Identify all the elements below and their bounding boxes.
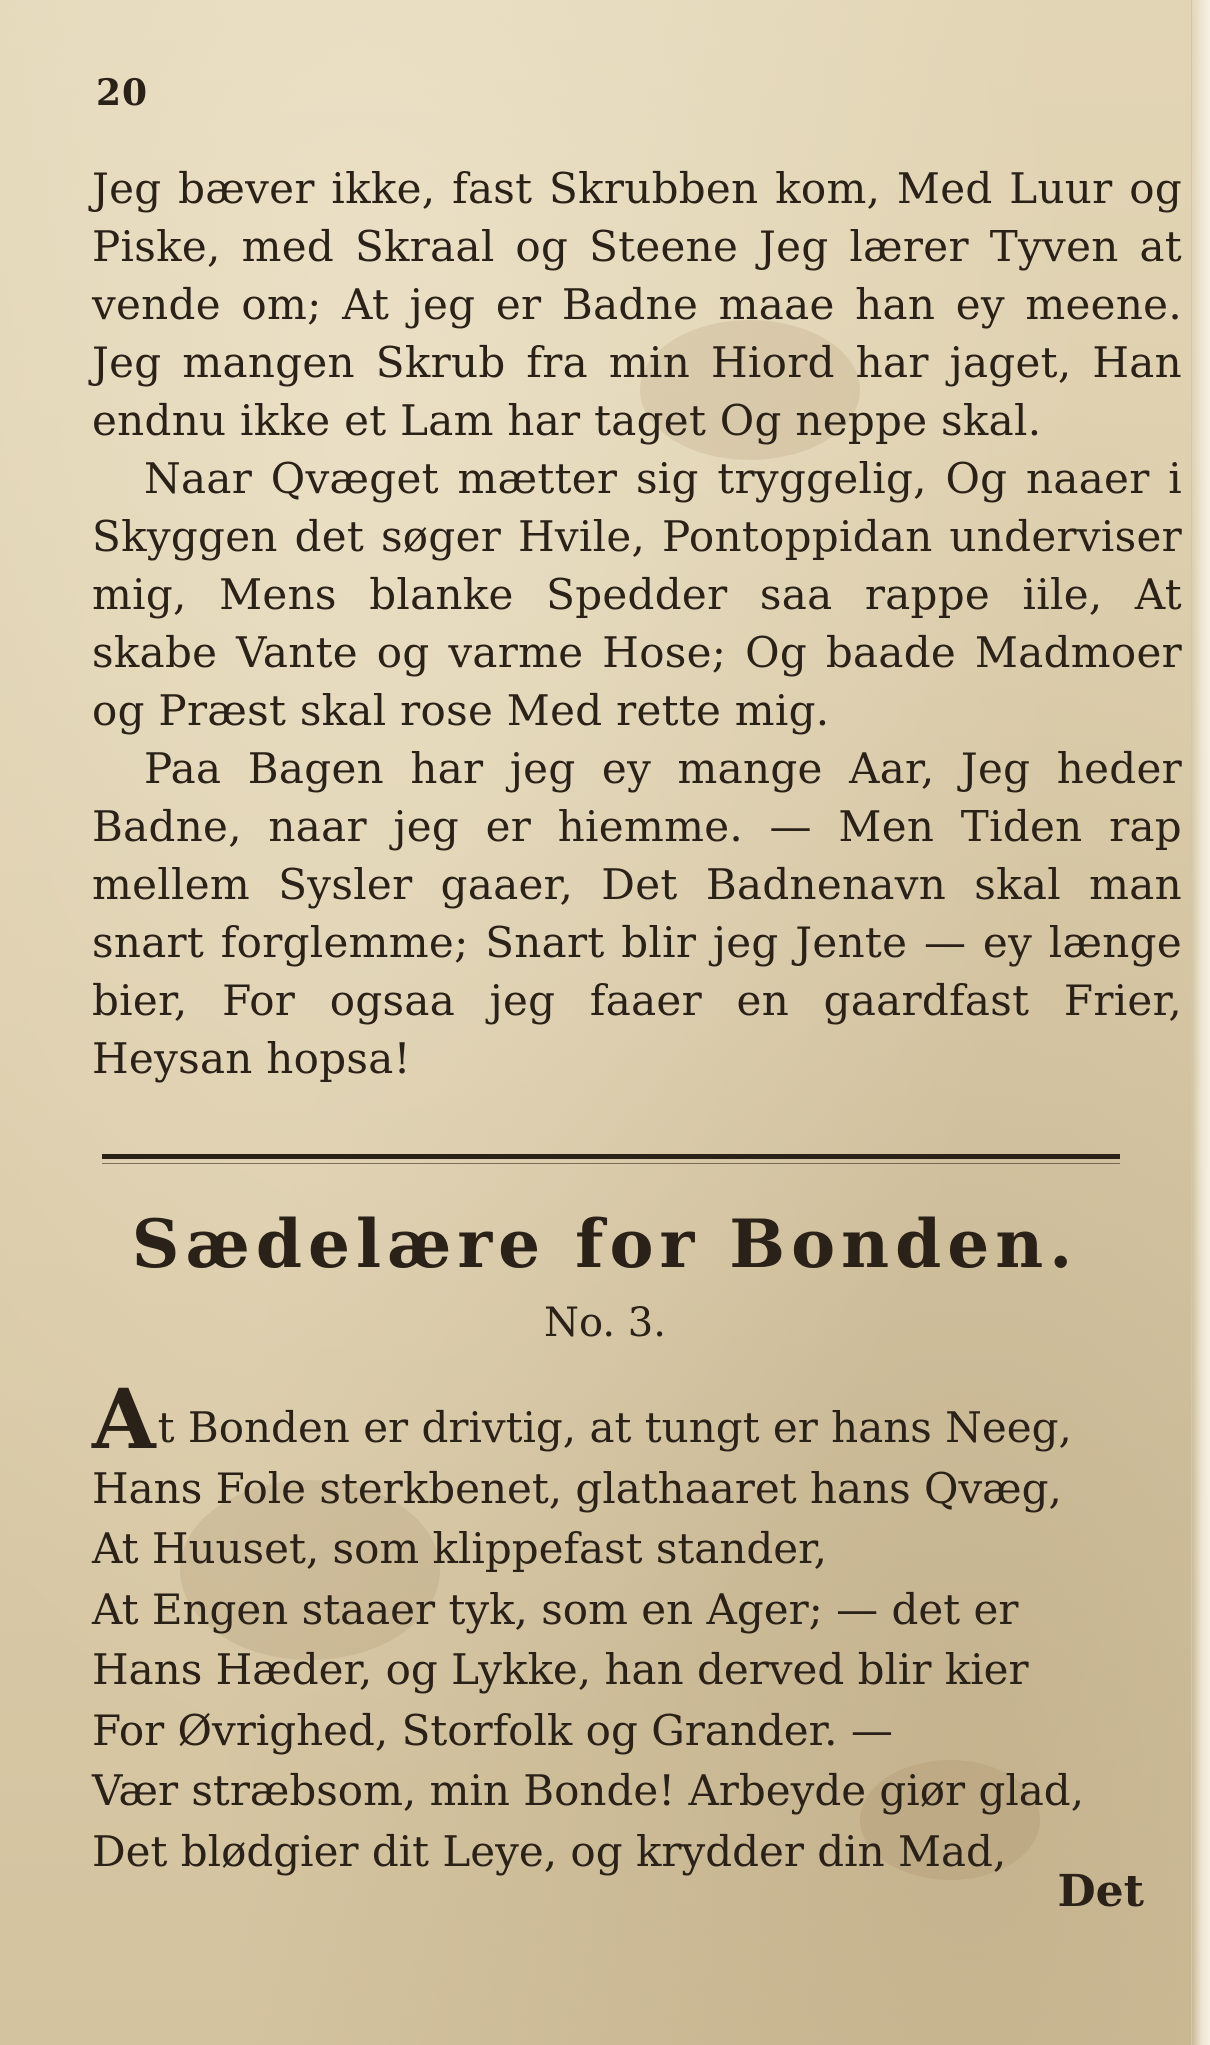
drop-cap: A bbox=[92, 1372, 156, 1468]
catchword: Det bbox=[1057, 1866, 1144, 1917]
page-number: 20 bbox=[96, 72, 149, 114]
section-number: No. 3. bbox=[544, 1300, 666, 1346]
verse-line: Vær stræbsom, min Bonde! Arbeyde giør glad, bbox=[92, 1766, 1085, 1815]
stanza: Naar Qvæget mætter sig tryggelig, Og naaer i Skyggen det søger Hvile, Pontoppidan underviser mig, Mens blanke Spedder saa rappe iile, At skabe Vante og varme Hose; Og baade Madmoer og Præst skal rose Med rette mig. bbox=[92, 454, 1182, 735]
verse-line bbox=[92, 1372, 1182, 1468]
verse-line: For Øvrighed, Storfolk og Grander. — bbox=[92, 1705, 893, 1755]
verse-line-text: t Bonden er drivtig, at tungt er hans Neeg, bbox=[157, 1403, 1072, 1452]
poem-stanzas bbox=[92, 160, 1182, 1088]
verse-line: At Huuset, som klippefast stander, bbox=[92, 1524, 827, 1573]
verse-line: Hans Fole sterkbenet, glathaaret hans Qvæg, bbox=[92, 1463, 1062, 1513]
verse bbox=[92, 1372, 1182, 1882]
verse-line: At Engen staaer tyk, som en Ager; — det er bbox=[92, 1584, 1019, 1634]
verse-line: Hans Hæder, og Lykke, han derved blir kier bbox=[92, 1645, 1029, 1694]
stanza: Jeg bæver ikke, fast Skrubben kom, Med Luur og Piske, med Skraal og Steene Jeg lærer Tyven at vende om; At jeg er Badne maae han ey meene. Jeg mangen Skrub fra min Hiord har jaget, Han endnu ikke et Lam har taget Og neppe skal. bbox=[92, 164, 1182, 445]
page-edge bbox=[1191, 0, 1210, 2045]
stanza: Paa Bagen har jeg ey mange Aar, Jeg heder Badne, naar jeg er hiemme. — Men Tiden rap mellem Sysler gaaer, Det Badnenavn skal man snart forglemme; Snart blir jeg Jente — ey længe bier, For ogsaa jeg faaer en gaardfast Frier, Heysan hopsa! bbox=[92, 744, 1182, 1083]
verse-line: Det blødgier dit Leye, og krydder din Mad, bbox=[92, 1826, 1007, 1876]
section-divider-thin bbox=[102, 1163, 1120, 1164]
section-divider bbox=[102, 1154, 1120, 1159]
section-title: Sædelære for Bonden. bbox=[131, 1205, 1079, 1283]
